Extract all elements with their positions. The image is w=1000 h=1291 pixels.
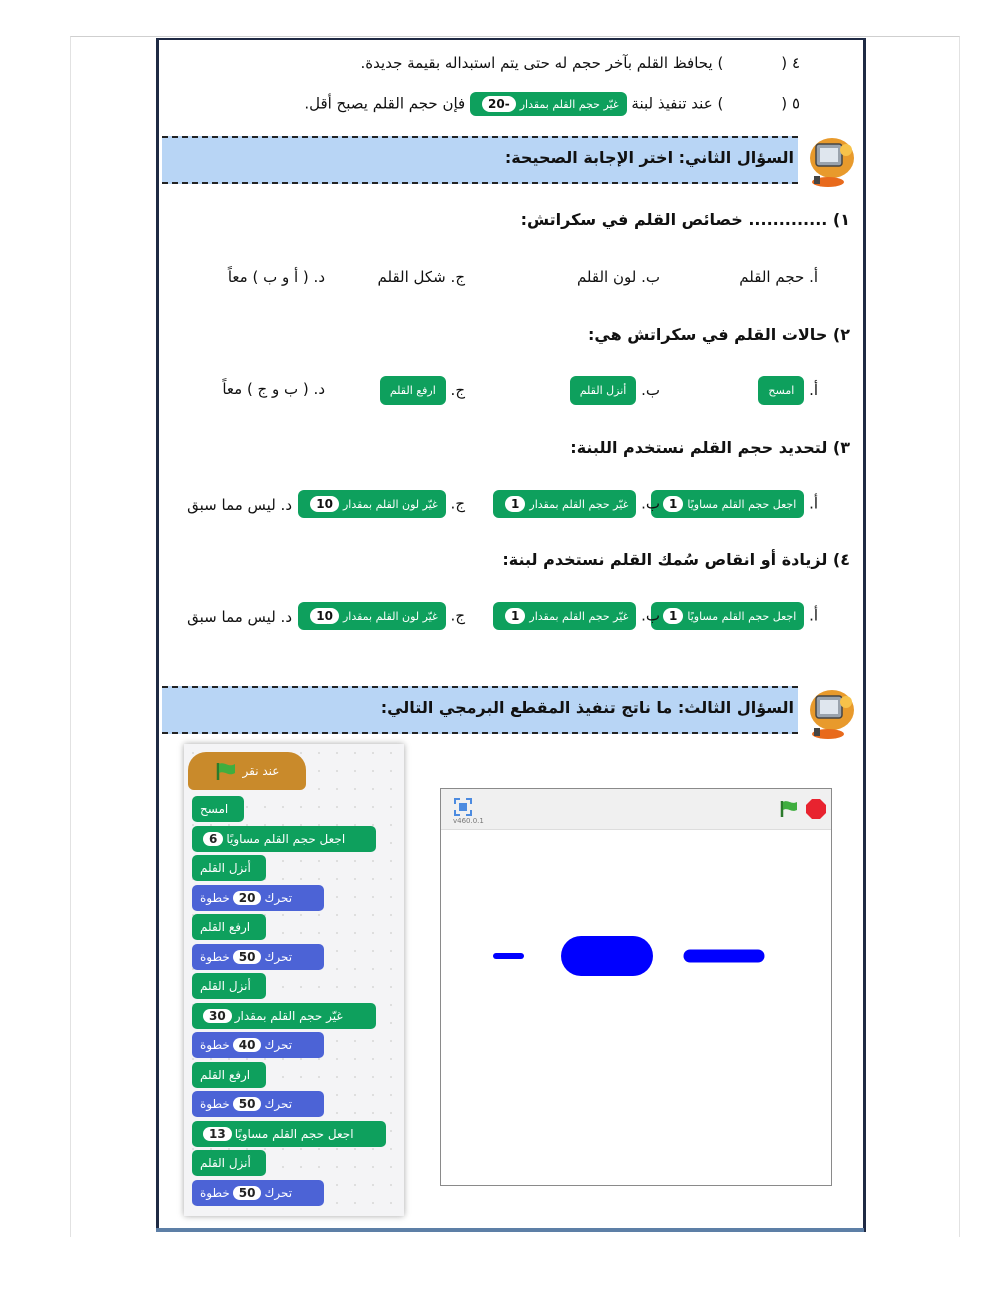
pen-up-block: ارفع القلم: [380, 376, 446, 405]
mcq-4-option-c[interactable]: ج. غيّر لون القلم بمقدار10: [298, 602, 465, 630]
mcq-1-option-c[interactable]: ج. شكل القلم: [377, 268, 465, 286]
mcq-2-option-c[interactable]: ج. ارفع القلم: [380, 376, 465, 405]
version-label: v460.0.1: [453, 817, 484, 825]
worksheet-bottom-edge: [156, 1228, 864, 1232]
when-flag-clicked-block: عند نقر: [188, 752, 306, 790]
change-pen-size-block: غيّر حجم القلم بمقدار1: [493, 602, 636, 630]
script-block: أنزل القلم: [192, 1150, 266, 1176]
stage-canvas: [441, 830, 831, 1184]
mcq-4-option-b[interactable]: ب. غيّر حجم القلم بمقدار1: [493, 602, 660, 630]
script-block: امسح: [192, 796, 244, 822]
clear-block: امسح: [758, 376, 804, 405]
mascot-icon: [806, 684, 850, 740]
change-pen-size-block: غيّر حجم القلم بمقدار-20: [470, 92, 627, 116]
question-item-4: ٤ () يحافظ القلم بآخر حجم له حتى يتم استبداله بقيمة جديدة.: [360, 54, 800, 72]
script-block: تحرك 40 خطوة: [192, 1032, 324, 1058]
mcq-3-option-d[interactable]: د. ليس مما سبق: [187, 496, 292, 514]
section-3-header: [162, 686, 798, 734]
mcq-3-stem: ٣) لتحديد حجم القلم نستخدم اللبنة:: [570, 438, 850, 457]
mcq-2-stem: ٢) حالات القلم في سكراتش هي:: [588, 325, 850, 344]
scratch-script-area: [184, 744, 404, 1216]
change-pen-color-block: غيّر لون القلم بمقدار10: [298, 602, 446, 630]
mcq-2-option-a[interactable]: أ. امسح: [758, 376, 818, 405]
green-flag-icon: [215, 761, 237, 781]
script-block: تحرك 50 خطوة: [192, 1091, 324, 1117]
stage-toolbar: [441, 789, 831, 830]
scratch-stage: [440, 788, 832, 1186]
stop-icon[interactable]: [805, 798, 827, 820]
green-flag-icon[interactable]: [779, 799, 799, 819]
section-title: السؤال الثاني: اختر الإجابة الصحيحة:: [504, 148, 794, 167]
mcq-3-option-c[interactable]: ج. غيّر لون القلم بمقدار10: [298, 490, 465, 518]
mcq-1-stem: ١) ............. خصائص القلم في سكراتش:: [520, 210, 850, 229]
mcq-2-option-b[interactable]: ب. أنزل القلم: [570, 376, 660, 405]
item-text: يحافظ القلم بآخر حجم له حتى يتم استبداله بقيمة جديدة.: [360, 54, 713, 72]
mcq-4-option-d[interactable]: د. ليس مما سبق: [187, 608, 292, 626]
change-pen-size-block: غيّر حجم القلم بمقدار1: [493, 490, 636, 518]
set-pen-size-block: اجعل حجم القلم مساويًا1: [651, 602, 804, 630]
mcq-1-option-b[interactable]: ب. لون القلم: [576, 268, 660, 286]
section-2-header: [162, 136, 798, 184]
script-block: غيّر حجم القلم بمقدار 30: [192, 1003, 376, 1029]
mcq-3-option-b[interactable]: ب. غيّر حجم القلم بمقدار1: [493, 490, 660, 518]
script-block: ارفع القلم: [192, 914, 266, 940]
mcq-1-option-d[interactable]: د. ( أ و ب ) معاً: [227, 268, 325, 286]
script-block: أنزل القلم: [192, 973, 266, 999]
script-block: اجعل حجم القلم مساويًا 6: [192, 826, 376, 852]
set-pen-size-block: اجعل حجم القلم مساويًا1: [651, 490, 804, 518]
script-block: اجعل حجم القلم مساويًا 13: [192, 1121, 386, 1147]
pen-down-block: أنزل القلم: [570, 376, 637, 405]
mcq-4-option-a[interactable]: أ. اجعل حجم القلم مساويًا1: [651, 602, 818, 630]
fullscreen-icon[interactable]: [453, 797, 473, 817]
script-block: أنزل القلم: [192, 855, 266, 881]
script-block: ارفع القلم: [192, 1062, 266, 1088]
item-number: ٥: [791, 94, 800, 113]
change-pen-color-block: غيّر لون القلم بمقدار10: [298, 490, 446, 518]
mcq-2-option-d[interactable]: د. ( ب و ج ) معاً: [222, 380, 325, 398]
mcq-4-stem: ٤) لزيادة أو انقاص سُمك القلم نستخدم لبنة:: [502, 550, 850, 569]
script-block: تحرك 50 خطوة: [192, 1180, 324, 1206]
mcq-3-option-a[interactable]: أ. اجعل حجم القلم مساويًا1: [651, 490, 818, 518]
mcq-1-option-a[interactable]: أ. حجم القلم: [739, 268, 818, 286]
script-block: تحرك 50 خطوة: [192, 944, 324, 970]
item-number: ٤: [791, 54, 800, 72]
script-block: تحرك 20 خطوة: [192, 885, 324, 911]
mascot-icon: [806, 132, 850, 188]
section-title: السؤال الثالث: ما ناتج تنفيذ المقطع البرمجي التالي:: [380, 698, 794, 717]
question-item-5: ٥ () عند تنفيذ لبنة غيّر حجم القلم بمقدار-20 فإن حجم القلم يصبح أقل.: [304, 92, 800, 116]
